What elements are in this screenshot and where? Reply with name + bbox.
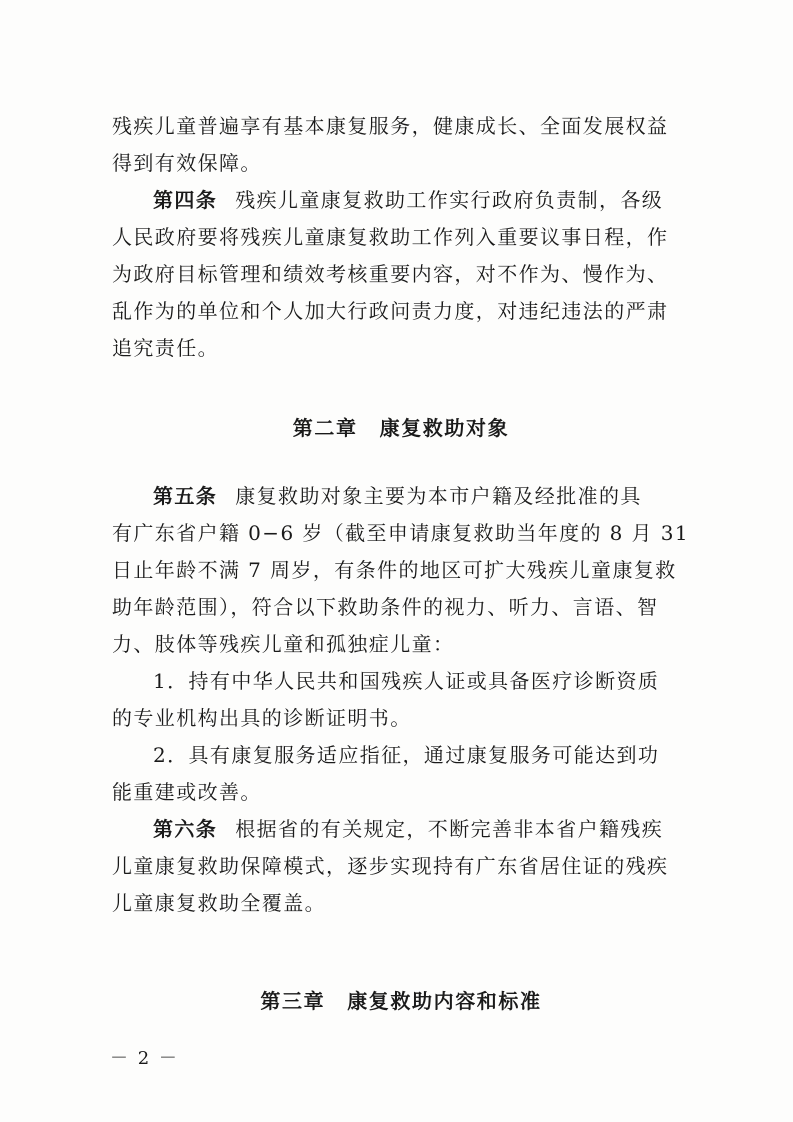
list-item-line: 能重建或改善。 bbox=[112, 780, 262, 804]
paragraph-line: 助年龄范围），符合以下救助条件的视力、听力、言语、智 bbox=[112, 595, 659, 619]
chapter-3-heading bbox=[112, 985, 690, 1014]
paragraph-line: 追究责任。 bbox=[112, 336, 219, 360]
article-5-item-1 bbox=[112, 663, 690, 737]
paragraph-line: 根据省的有关规定，不断完善非本省户籍残疾 bbox=[235, 817, 664, 841]
page-number: － 2 － bbox=[110, 1048, 179, 1069]
paragraph-line: 人民政府要将残疾儿童康复救助工作列入重要议事日程，作 bbox=[112, 225, 669, 249]
article-5-label: 第五条 bbox=[153, 484, 218, 508]
chapter-2-number: 第二章 bbox=[292, 416, 358, 440]
article-4-paragraph bbox=[112, 182, 690, 367]
paragraph-line: 残疾儿童康复救助工作实行政府负责制，各级 bbox=[235, 188, 664, 212]
paragraph-line: 得到有效保障。 bbox=[112, 151, 262, 175]
article-5-item-2 bbox=[112, 737, 690, 811]
paragraph-line: 乱作为的单位和个人加大行政问责力度，对违纪违法的严肃 bbox=[112, 299, 669, 323]
article-5-paragraph bbox=[112, 478, 690, 663]
paragraph-line: 康复救助对象主要为本市户籍及经批准的具 bbox=[235, 484, 642, 508]
list-item-line: 的专业机构出具的诊断证明书。 bbox=[112, 706, 412, 730]
paragraph-line: 力、肢体等残疾儿童和孤独症儿童： bbox=[112, 632, 455, 656]
chapter-2-title: 康复救助对象 bbox=[379, 416, 510, 440]
paragraph-line: 残疾儿童普遍享有基本康复服务，健康成长、全面发展权益 bbox=[112, 114, 669, 138]
paragraph-line: 日止年龄不满 7 周岁，有条件的地区可扩大残疾儿童康复救 bbox=[112, 558, 677, 582]
continuation-paragraph bbox=[112, 108, 690, 182]
chapter-3-title: 康复救助内容和标准 bbox=[347, 989, 542, 1013]
article-6-label: 第六条 bbox=[153, 817, 218, 841]
chapter-3-number: 第三章 bbox=[260, 989, 326, 1013]
paragraph-line: 为政府目标管理和绩效考核重要内容，对不作为、慢作为、 bbox=[112, 262, 669, 286]
paragraph-line: 有广东省户籍 0−6 岁（截至申请康复救助当年度的 8 月 31 bbox=[112, 521, 689, 545]
paragraph-line: 儿童康复救助全覆盖。 bbox=[112, 891, 326, 915]
article-6-paragraph bbox=[112, 811, 690, 922]
article-4-label: 第四条 bbox=[153, 188, 218, 212]
list-item-line: 1．持有中华人民共和国残疾人证或具备医疗诊断资质 bbox=[153, 669, 660, 693]
list-item-line: 2．具有康复服务适应指征，通过康复服务可能达到功 bbox=[153, 743, 660, 767]
paragraph-line: 儿童康复救助保障模式，逐步实现持有广东省居住证的残疾 bbox=[112, 854, 669, 878]
chapter-2-heading bbox=[112, 412, 690, 441]
